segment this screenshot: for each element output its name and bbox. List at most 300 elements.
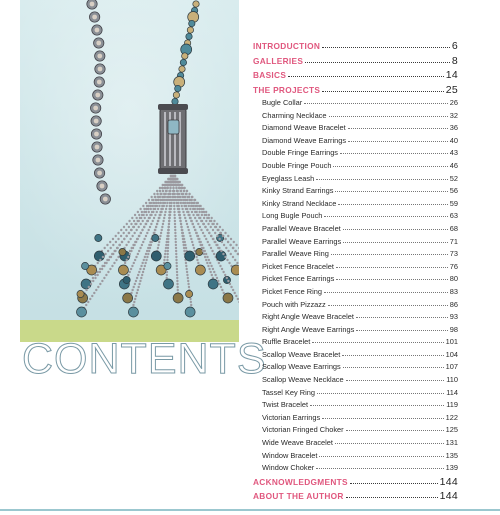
dot-leader [312, 342, 443, 343]
toc-section-entry[interactable] [253, 476, 458, 491]
bead [139, 268, 141, 270]
bead [148, 199, 150, 201]
bead [175, 241, 177, 243]
bead [141, 244, 143, 246]
bead [219, 226, 221, 228]
bead [205, 238, 207, 240]
bead [92, 280, 94, 282]
bead [161, 229, 163, 231]
bead [115, 259, 117, 261]
bead [175, 259, 177, 261]
toc-page-number: 36 [449, 123, 458, 133]
bead [221, 268, 223, 270]
bead [164, 256, 166, 258]
toc-entry-title: Diamond Weave Bracelet [262, 123, 346, 133]
necklace-photo [20, 0, 239, 320]
bead [221, 241, 223, 243]
bead [150, 223, 152, 225]
toc-project-entry[interactable] [253, 362, 458, 375]
toc-project-entry[interactable] [253, 211, 458, 224]
bead [138, 250, 140, 252]
bead [141, 274, 143, 276]
bead [143, 208, 145, 210]
toc-project-entry[interactable] [253, 388, 458, 401]
bead [174, 226, 176, 228]
dot-leader [322, 91, 443, 92]
bead [202, 247, 204, 249]
bead [92, 15, 97, 20]
dot-leader [304, 103, 448, 104]
bead [158, 241, 160, 243]
bead [176, 283, 178, 285]
bead [105, 274, 107, 276]
bead [131, 265, 133, 267]
toc-project-entry[interactable] [253, 325, 458, 338]
bead [232, 256, 234, 258]
bead [179, 217, 181, 219]
toc-project-entry[interactable] [253, 237, 458, 250]
toc-entry-title: Picket Fence Ring [262, 286, 322, 296]
bead [135, 229, 137, 231]
bead [150, 208, 152, 210]
dot-leader [317, 393, 444, 394]
bead [126, 259, 128, 261]
bead [148, 211, 150, 213]
bead [167, 247, 169, 249]
bead [157, 199, 159, 201]
toc-entry-title: Right Angle Weave Bracelet [262, 312, 354, 322]
bead [135, 241, 137, 243]
bead [186, 290, 193, 297]
bead [218, 283, 220, 285]
bead [175, 202, 177, 204]
toc-entry-title: Diamond Weave Earrings [262, 135, 347, 145]
bead [191, 241, 193, 243]
bead [103, 197, 108, 202]
toc-page-number: 131 [445, 438, 458, 448]
bead [89, 298, 91, 300]
bead [120, 235, 122, 237]
bead [128, 226, 130, 228]
bead [183, 250, 185, 252]
bead [142, 220, 144, 222]
bead [157, 247, 159, 249]
bead [130, 268, 132, 270]
toc-project-entry[interactable] [253, 161, 458, 174]
toc-page-number: 135 [445, 450, 458, 460]
toc-page-number: 6 [451, 40, 458, 52]
bead [193, 226, 195, 228]
bead [144, 262, 146, 264]
bead [226, 259, 228, 261]
bead [163, 199, 165, 201]
bead [156, 223, 158, 225]
bead [216, 277, 218, 279]
bead [123, 276, 130, 283]
bead [111, 265, 113, 267]
toc-project-entry[interactable] [253, 148, 458, 161]
dot-leader [338, 204, 447, 205]
bead [177, 208, 179, 210]
toc-project-entry[interactable] [253, 199, 458, 212]
bead [225, 247, 227, 249]
bead [213, 220, 215, 222]
toc-project-entry[interactable] [253, 300, 458, 313]
bead [85, 304, 87, 306]
toc-entry-title: Bugle Collar [262, 98, 303, 107]
bead [190, 238, 192, 240]
bead [194, 229, 196, 231]
bead [153, 193, 155, 195]
bead [183, 187, 185, 189]
bead [150, 244, 152, 246]
bead [165, 193, 167, 195]
bead [190, 301, 192, 303]
toc-project-entry[interactable] [253, 174, 458, 187]
bead [198, 238, 200, 240]
toc-entry-title: Parallel Weave Ring [262, 249, 329, 259]
toc-page-number: 93 [449, 312, 458, 322]
toc-section-entry[interactable] [253, 69, 458, 84]
toc-project-entry[interactable] [253, 463, 458, 476]
toc-project-entry[interactable] [253, 451, 458, 464]
toc-project-entry[interactable] [253, 274, 458, 287]
bead [208, 259, 210, 261]
bead [174, 217, 176, 219]
bead [173, 190, 175, 192]
bead [205, 259, 207, 261]
toc-section-entry[interactable] [253, 40, 458, 55]
toc-page-number: 107 [445, 362, 458, 372]
bead [219, 265, 221, 267]
toc-project-entry[interactable] [253, 224, 458, 237]
bead [177, 181, 179, 183]
bead [95, 145, 100, 150]
bead [180, 190, 182, 192]
bead [113, 262, 115, 264]
bead [184, 217, 186, 219]
toc-page-number: 144 [439, 475, 458, 488]
toc-entry-title: GALLERIES [253, 55, 304, 66]
bead [178, 193, 180, 195]
bead [107, 250, 109, 252]
bead [133, 301, 135, 303]
bead [182, 211, 184, 213]
toc-project-entry[interactable] [253, 350, 458, 363]
toc-entry-title: Pouch with Pizzazz [262, 299, 326, 309]
bead [143, 238, 145, 240]
toc-entry-title: Window Choker [262, 463, 315, 473]
bead [178, 214, 180, 216]
bead [135, 280, 137, 282]
bead [192, 214, 194, 216]
bead [185, 193, 187, 195]
bead [142, 241, 144, 243]
bead [102, 256, 104, 258]
toc-page-number: 122 [445, 412, 458, 422]
bead [165, 208, 167, 210]
bead [179, 66, 185, 72]
bead [146, 250, 148, 252]
bead [165, 190, 167, 192]
toc-project-entry[interactable] [253, 123, 458, 136]
toc-project-entry[interactable] [253, 425, 458, 438]
bead [146, 220, 148, 222]
table-of-contents [253, 40, 458, 505]
bead [94, 277, 96, 279]
page-title: CONTENTS [22, 335, 267, 383]
bead [169, 184, 171, 186]
toc-project-entry[interactable] [253, 413, 458, 426]
bead [128, 307, 138, 317]
toc-project-entry[interactable] [253, 337, 458, 350]
toc-page-number: 73 [449, 249, 458, 259]
bead [160, 202, 162, 204]
bead [174, 232, 176, 234]
bead [234, 292, 236, 294]
bead [201, 244, 203, 246]
bead [169, 199, 171, 201]
dot-leader [322, 418, 443, 419]
bead [235, 295, 237, 297]
bead [175, 85, 181, 91]
bead [176, 280, 178, 282]
bead [208, 232, 210, 234]
bead [158, 217, 160, 219]
bead [166, 205, 168, 207]
bead [123, 293, 133, 303]
toc-project-entry[interactable] [253, 438, 458, 451]
bead [119, 248, 126, 255]
toc-project-entry[interactable] [253, 111, 458, 124]
bead [227, 250, 229, 252]
bead [216, 244, 218, 246]
bead [149, 247, 151, 249]
bead [127, 274, 129, 276]
toc-entry-title: Picket Fence Earrings [262, 274, 335, 284]
toc-entry-title: BASICS [253, 70, 287, 80]
bead [206, 262, 208, 264]
bead [152, 234, 159, 241]
bead [212, 268, 214, 270]
bead [167, 250, 169, 252]
bead [160, 232, 162, 234]
bead [164, 250, 166, 252]
bead [216, 235, 218, 237]
dot-leader [348, 141, 448, 142]
bead [201, 214, 203, 216]
toc-project-entry[interactable] [253, 136, 458, 149]
bead [134, 298, 136, 300]
bead [179, 220, 181, 222]
bead [188, 205, 190, 207]
bead [88, 286, 90, 288]
bead [196, 248, 203, 255]
bead [235, 250, 237, 252]
bead [224, 232, 226, 234]
bead [182, 235, 184, 237]
bead [236, 262, 238, 264]
bead [154, 229, 156, 231]
toc-page-number: 101 [445, 337, 458, 347]
bead [173, 214, 175, 216]
bead [159, 196, 161, 198]
toc-project-entry[interactable] [253, 262, 458, 275]
bead [197, 262, 199, 264]
toc-section-entry[interactable] [253, 84, 458, 99]
bead [154, 205, 156, 207]
bead [117, 238, 119, 240]
toc-project-entry[interactable] [253, 287, 458, 300]
bead [176, 286, 178, 288]
bead [162, 220, 164, 222]
bead [152, 208, 154, 210]
toc-entry-title: Long Bugle Pouch [262, 211, 323, 221]
bead [174, 223, 176, 225]
bead [140, 265, 142, 267]
bead [168, 226, 170, 228]
bead [145, 253, 147, 255]
toc-entry-title: Scallop Weave Bracelet [262, 349, 341, 359]
bead [112, 238, 114, 240]
bead [177, 289, 179, 291]
bead [166, 187, 168, 189]
bead [164, 214, 166, 216]
bead [188, 232, 190, 234]
bead [109, 241, 111, 243]
toc-entry-title: Kinky Strand Earrings [262, 186, 334, 196]
bead [103, 265, 105, 267]
bead [143, 211, 145, 213]
toc-project-entry[interactable] [253, 98, 458, 111]
toc-project-entry[interactable] [253, 400, 458, 413]
bead [200, 220, 202, 222]
bead [158, 205, 160, 207]
bead [159, 235, 161, 237]
toc-page-number: 139 [445, 463, 458, 473]
bead [108, 259, 110, 261]
bead [210, 217, 212, 219]
bead [178, 184, 180, 186]
dot-leader [310, 405, 444, 406]
bead [222, 253, 224, 255]
toc-entry-title: Twist Bracelet [262, 400, 308, 410]
bead [177, 211, 179, 213]
bead [178, 187, 180, 189]
bead [208, 268, 210, 270]
bead [202, 223, 204, 225]
bead [185, 251, 195, 261]
toc-project-entry[interactable] [253, 312, 458, 325]
dot-leader [340, 153, 448, 154]
bead [206, 256, 208, 258]
bead [193, 247, 195, 249]
bead [141, 262, 143, 264]
toc-entry-title: Double Fringe Earrings [262, 148, 338, 158]
bead [149, 226, 151, 228]
bead [167, 235, 169, 237]
bead [196, 205, 198, 207]
toc-project-entry[interactable] [253, 375, 458, 388]
bead [132, 226, 134, 228]
bead [166, 271, 168, 273]
bead [152, 220, 154, 222]
bead [186, 274, 188, 276]
toc-section-entry[interactable] [253, 55, 458, 70]
bead [185, 307, 195, 317]
bead [172, 187, 174, 189]
bead [184, 241, 186, 243]
bead [168, 208, 170, 210]
bead [188, 286, 190, 288]
bead [197, 223, 199, 225]
bead [211, 274, 213, 276]
bead [137, 211, 139, 213]
bead [205, 220, 207, 222]
bead [187, 214, 189, 216]
toc-page-number: 144 [439, 490, 458, 503]
toc-project-entry[interactable] [253, 186, 458, 199]
dot-leader [346, 380, 445, 381]
toc-project-entry[interactable] [253, 249, 458, 262]
bead [213, 271, 215, 273]
bead [119, 244, 121, 246]
bead [224, 274, 226, 276]
toc-entry-title: Victorian Fringed Choker [262, 425, 344, 435]
bead [131, 235, 133, 237]
bead [222, 271, 224, 273]
bead [226, 277, 228, 279]
bead [199, 226, 201, 228]
toc-entry-title: Kinky Strand Necklace [262, 198, 337, 208]
toc-page-number: 125 [445, 425, 458, 435]
bead [223, 293, 233, 303]
toc-entry-title: Scallop Weave Earrings [262, 362, 341, 372]
toc-page-number: 76 [449, 261, 458, 271]
bead [198, 211, 200, 213]
dot-leader [336, 267, 448, 268]
bead [148, 217, 150, 219]
bead [139, 280, 141, 282]
bead [169, 205, 171, 207]
bead [138, 271, 140, 273]
bead [204, 226, 206, 228]
bead [159, 211, 161, 213]
bead [173, 208, 175, 210]
bead [188, 196, 190, 198]
bead [209, 262, 211, 264]
bead [181, 229, 183, 231]
bead [175, 187, 177, 189]
bead [233, 241, 235, 243]
bead [213, 253, 215, 255]
bead [96, 158, 101, 163]
bead [181, 208, 183, 210]
bead [164, 253, 166, 255]
bead [145, 235, 147, 237]
bead [227, 280, 229, 282]
bead [185, 208, 187, 210]
bead [223, 244, 225, 246]
bead [139, 247, 141, 249]
bead [138, 283, 140, 285]
toc-section-entry[interactable] [253, 490, 458, 505]
bead [228, 262, 230, 264]
bead [156, 202, 158, 204]
bead [173, 92, 179, 98]
bead [130, 250, 132, 252]
bead [194, 211, 196, 213]
